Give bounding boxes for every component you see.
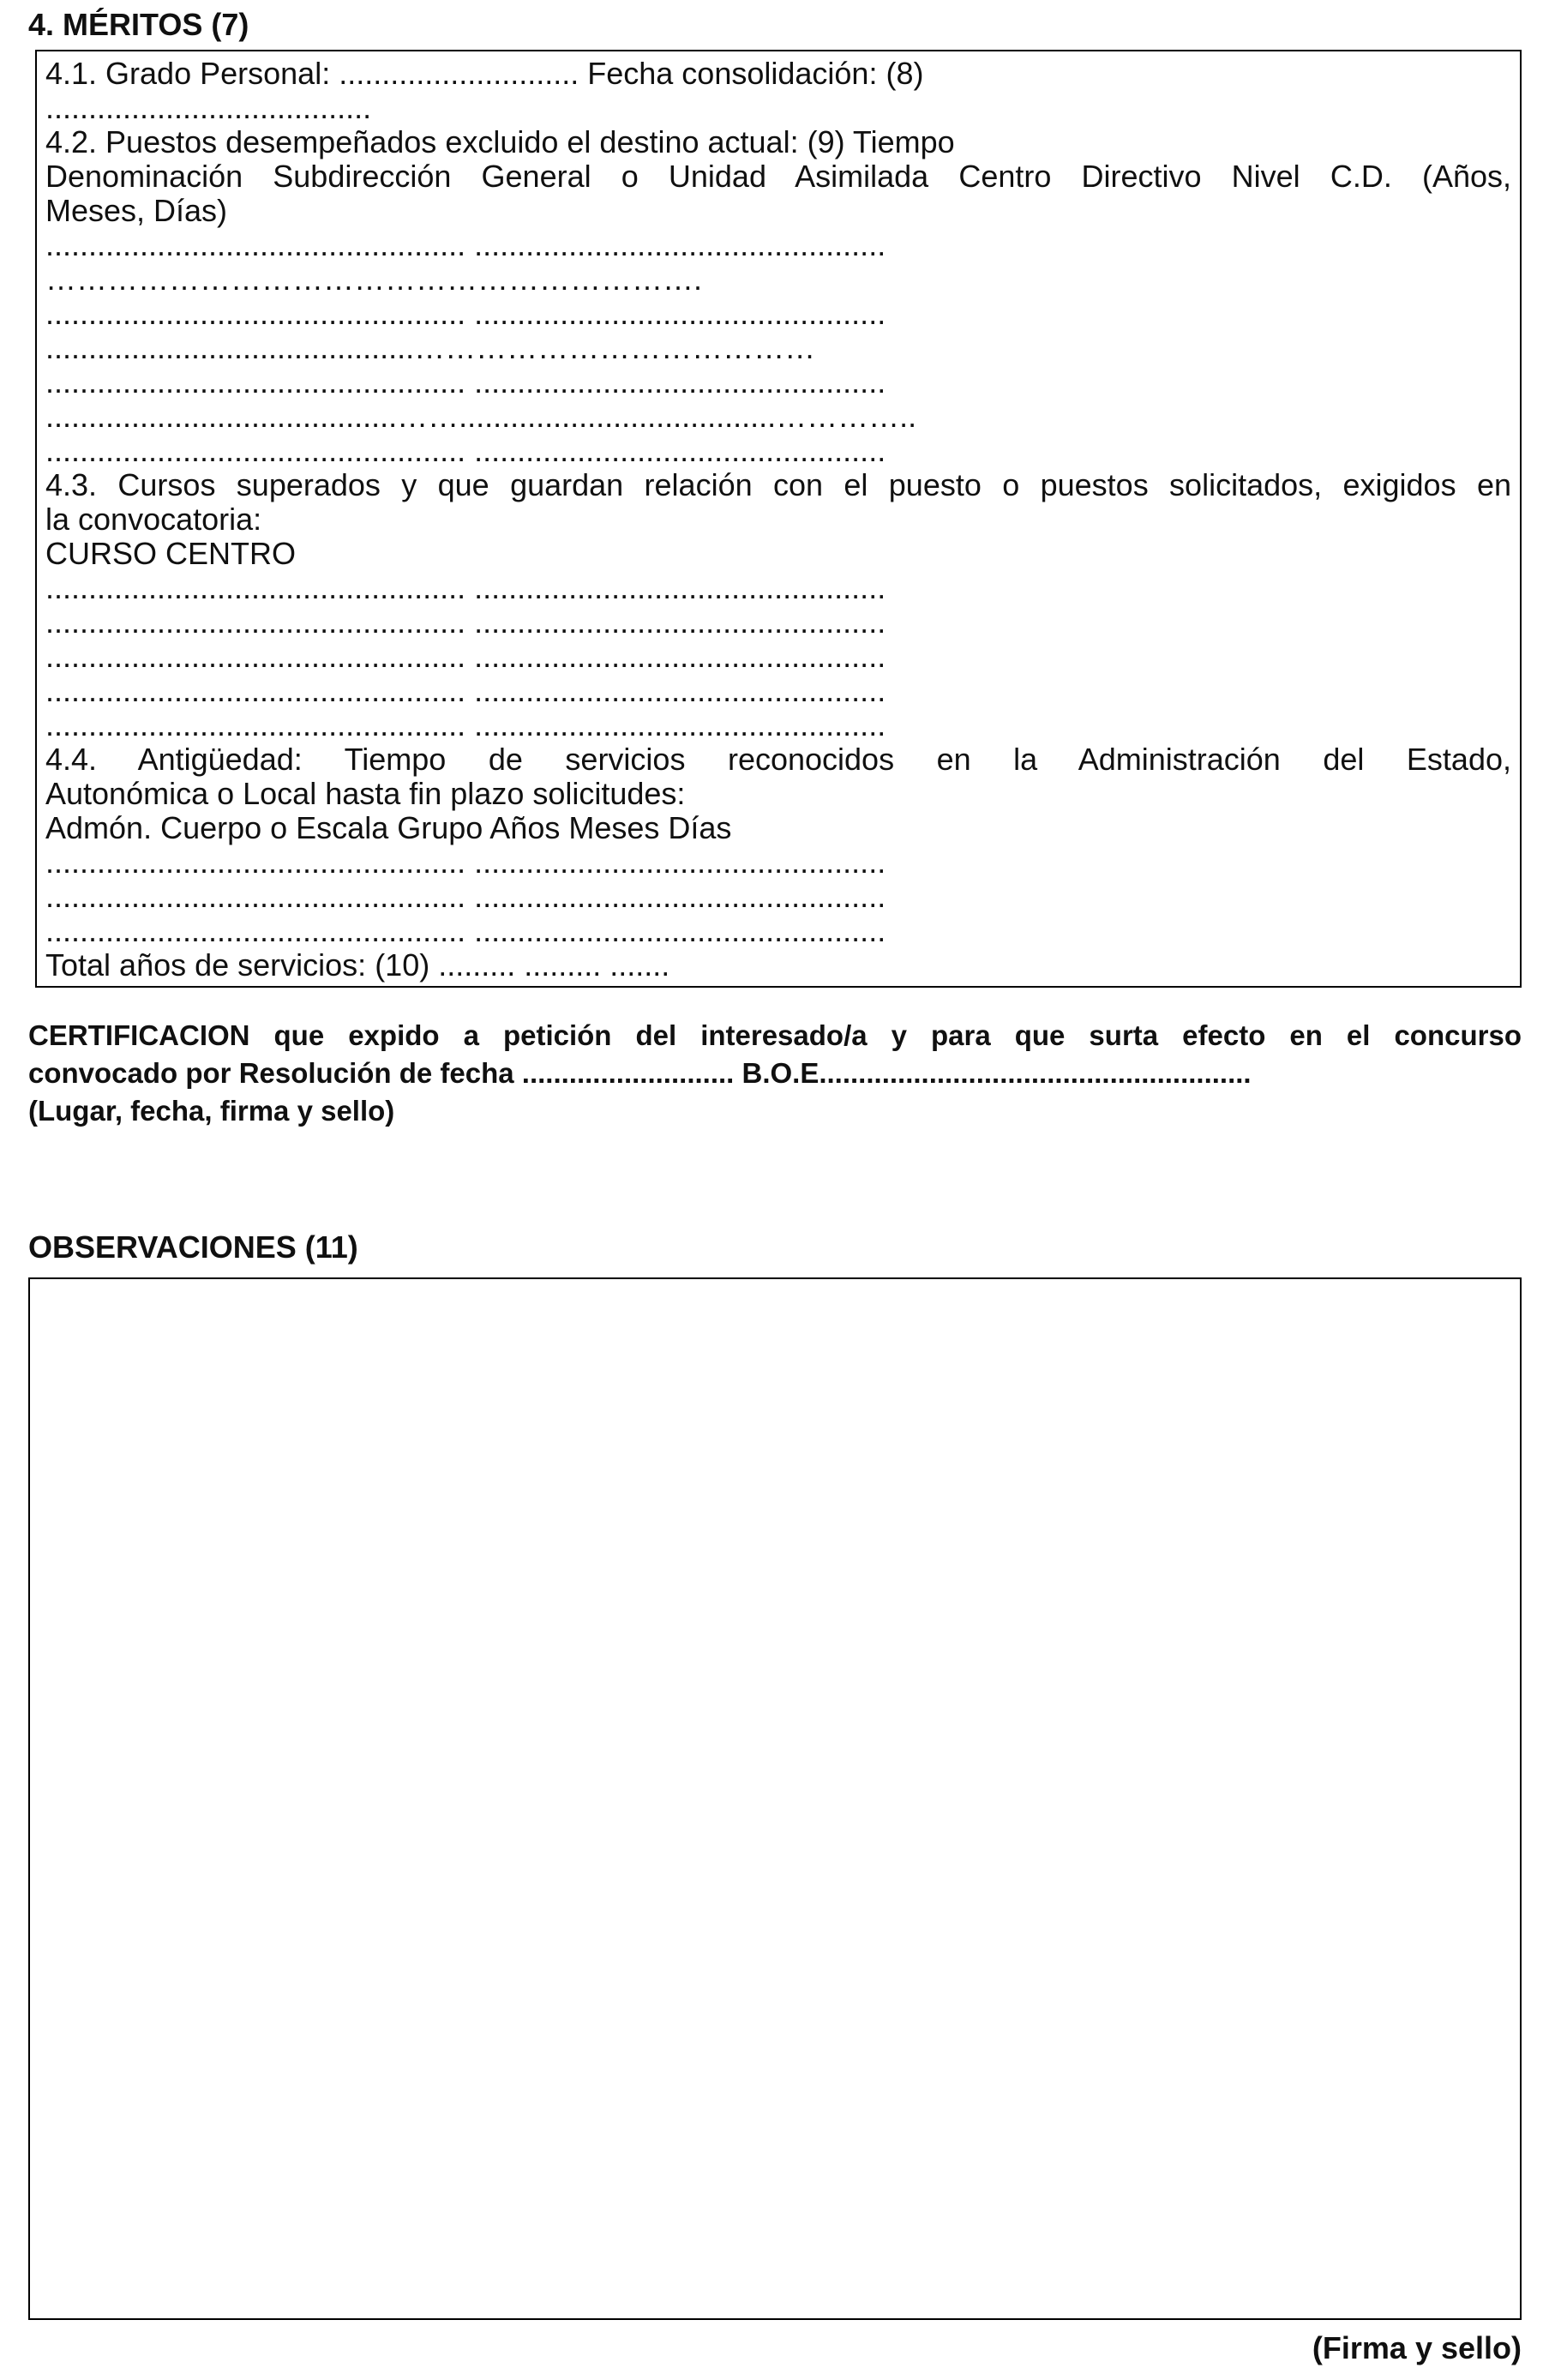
antiguedad-intro-line: 4.4. Antigüedad: Tiempo de servicios reconocidos en la Administración del Estado,	[45, 742, 1511, 777]
cursos-intro-line-cont: la convocatoria:	[45, 502, 262, 537]
antiguedad-columns-line: Admón. Cuerpo o Escala Grupo Años Meses Días	[45, 811, 732, 845]
puestos-fill-line: ...........................................…………………………………	[45, 331, 816, 365]
puestos-fill-line: ……………………………………………………….	[45, 262, 703, 297]
puestos-intro-line: 4.2. Puestos desempeñados excluido el destino actual: (9) Tiempo	[45, 125, 955, 159]
observations-box	[28, 1277, 1522, 2320]
firma-sello-label: (Firma y sello)	[1312, 2330, 1522, 2365]
cursos-fill-line: ................................................. ................................................	[45, 571, 886, 605]
puestos-fill-line: ................................................. ................................................	[45, 297, 886, 331]
puestos-fill-line: ................................................. ................................................	[45, 365, 886, 400]
curso-centro-header: CURSO CENTRO	[45, 537, 297, 571]
antiguedad-intro-line-cont: Autonómica o Local hasta fin plazo solicitudes:	[45, 777, 686, 811]
antiguedad-fill-line: ................................................. ................................................	[45, 914, 886, 948]
certification-block	[28, 1017, 1522, 1130]
cursos-fill-line: ................................................. ................................................	[45, 674, 886, 708]
total-servicios-line: Total años de servicios: (10) ......... ......... .......	[45, 948, 670, 983]
certification-line-1: CERTIFICACION que expido a petición del interesado/a y para que surta efecto en el concurso	[28, 1019, 1522, 1051]
lugar-fecha-firma-line: (Lugar, fecha, firma y sello)	[28, 1095, 395, 1127]
antiguedad-fill-line: ................................................. ................................................	[45, 880, 886, 914]
observaciones-title: OBSERVACIONES (11)	[28, 1229, 358, 1265]
merits-box	[35, 50, 1522, 988]
puestos-fill-line: ................................................. ................................................	[45, 434, 886, 468]
puestos-columns-line: Denominación Subdirección General o Unidad Asimilada Centro Directivo Nivel C.D. (Años,	[45, 159, 1511, 194]
puestos-fill-line: ................................................. ................................................	[45, 228, 886, 262]
antiguedad-fill-line: ................................................. ................................................	[45, 845, 886, 880]
puestos-fill-line: .........................................…….....................................…………..	[45, 400, 917, 434]
grado-personal-fill-line: ......................................	[45, 91, 372, 125]
cursos-fill-line: ................................................. ................................................	[45, 640, 886, 674]
cursos-fill-line: ................................................. ................................................	[45, 708, 886, 742]
cursos-intro-line: 4.3. Cursos superados y que guardan relación con el puesto o puestos solicitados, exigidos en	[45, 468, 1511, 502]
cursos-fill-line: ................................................. ................................................	[45, 605, 886, 640]
document-page	[28, 7, 1522, 2366]
certification-line-2: convocado por Resolución de fecha ........................... B.O.E.......................................................	[28, 1057, 1252, 1089]
section-4-heading: 4. MÉRITOS (7)	[28, 7, 249, 42]
puestos-columns-line-cont: Meses, Días)	[45, 194, 228, 228]
grado-personal-line: 4.1. Grado Personal: ............................ Fecha consolidación: (8)	[45, 57, 924, 91]
